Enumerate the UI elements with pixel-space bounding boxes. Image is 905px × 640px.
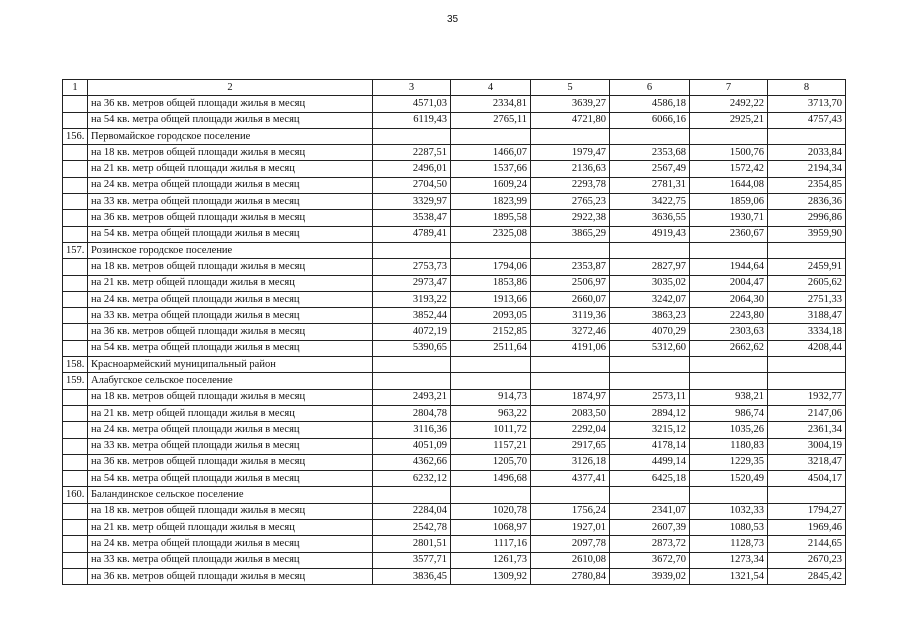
value-cell: 4586,18 bbox=[610, 96, 690, 112]
row-label-cell: на 24 кв. метра общей площади жилья в месяц bbox=[88, 422, 373, 438]
row-label-cell: на 18 кв. метров общей площади жилья в месяц bbox=[88, 145, 373, 161]
row-number-cell bbox=[63, 275, 88, 291]
value-cell: 2004,47 bbox=[690, 275, 768, 291]
table-row bbox=[63, 520, 846, 536]
value-cell: 2033,84 bbox=[768, 145, 846, 161]
row-number-cell: 156. bbox=[63, 128, 88, 144]
value-cell: 3035,02 bbox=[610, 275, 690, 291]
row-number-cell bbox=[63, 438, 88, 454]
value-cell: 2496,01 bbox=[373, 161, 451, 177]
value-cell: 4208,44 bbox=[768, 340, 846, 356]
value-cell bbox=[451, 373, 531, 389]
value-cell bbox=[373, 373, 451, 389]
value-cell: 1756,24 bbox=[531, 503, 610, 519]
value-cell: 1609,24 bbox=[451, 177, 531, 193]
value-cell: 3713,70 bbox=[768, 96, 846, 112]
value-cell: 2765,11 bbox=[451, 112, 531, 128]
table-body bbox=[63, 80, 846, 585]
row-number-cell bbox=[63, 422, 88, 438]
value-cell bbox=[373, 487, 451, 503]
value-cell: 2567,49 bbox=[610, 161, 690, 177]
section-title-cell: Красноармейский муниципальный район bbox=[88, 357, 373, 373]
value-cell: 1927,01 bbox=[531, 520, 610, 536]
value-cell bbox=[451, 128, 531, 144]
value-cell: 2873,72 bbox=[610, 536, 690, 552]
value-cell: 2341,07 bbox=[610, 503, 690, 519]
table-row bbox=[63, 471, 846, 487]
value-cell: 3004,19 bbox=[768, 438, 846, 454]
value-cell: 1011,72 bbox=[451, 422, 531, 438]
table-row bbox=[63, 226, 846, 242]
row-number-cell bbox=[63, 308, 88, 324]
row-number-cell bbox=[63, 454, 88, 470]
value-cell: 1273,34 bbox=[690, 552, 768, 568]
value-cell: 2765,23 bbox=[531, 194, 610, 210]
value-cell: 3126,18 bbox=[531, 454, 610, 470]
value-cell: 2243,80 bbox=[690, 308, 768, 324]
value-cell bbox=[768, 373, 846, 389]
value-cell bbox=[768, 487, 846, 503]
value-cell: 2662,62 bbox=[690, 340, 768, 356]
value-cell bbox=[768, 357, 846, 373]
row-label-cell: на 33 кв. метра общей площади жилья в месяц bbox=[88, 552, 373, 568]
row-number-cell bbox=[63, 226, 88, 242]
row-number-cell bbox=[63, 161, 88, 177]
row-label-cell: на 24 кв. метра общей площади жилья в месяц bbox=[88, 536, 373, 552]
row-label-cell: на 18 кв. метров общей площади жилья в месяц bbox=[88, 259, 373, 275]
section-row bbox=[63, 242, 846, 258]
value-cell: 4757,43 bbox=[768, 112, 846, 128]
value-cell bbox=[768, 128, 846, 144]
value-cell: 2704,50 bbox=[373, 177, 451, 193]
value-cell: 2334,81 bbox=[451, 96, 531, 112]
value-cell: 3116,36 bbox=[373, 422, 451, 438]
value-cell: 2801,51 bbox=[373, 536, 451, 552]
value-cell: 1794,27 bbox=[768, 503, 846, 519]
value-cell: 1205,70 bbox=[451, 454, 531, 470]
table-row bbox=[63, 568, 846, 584]
value-cell bbox=[531, 373, 610, 389]
value-cell: 2147,06 bbox=[768, 405, 846, 421]
table-row bbox=[63, 422, 846, 438]
value-cell bbox=[610, 373, 690, 389]
row-label-cell: на 24 кв. метра общей площади жилья в месяц bbox=[88, 291, 373, 307]
value-cell: 3672,70 bbox=[610, 552, 690, 568]
value-cell: 4377,41 bbox=[531, 471, 610, 487]
value-cell: 4191,06 bbox=[531, 340, 610, 356]
value-cell: 5312,60 bbox=[610, 340, 690, 356]
row-label-cell: на 21 кв. метр общей площади жилья в месяц bbox=[88, 161, 373, 177]
value-cell: 1794,06 bbox=[451, 259, 531, 275]
section-row bbox=[63, 128, 846, 144]
value-cell: 2360,67 bbox=[690, 226, 768, 242]
value-cell: 3939,02 bbox=[610, 568, 690, 584]
value-cell bbox=[610, 487, 690, 503]
value-cell: 3218,47 bbox=[768, 454, 846, 470]
value-cell: 2804,78 bbox=[373, 405, 451, 421]
row-number-cell bbox=[63, 405, 88, 421]
value-cell: 2293,78 bbox=[531, 177, 610, 193]
value-cell: 4571,03 bbox=[373, 96, 451, 112]
row-label-cell: на 24 кв. метра общей площади жилья в месяц bbox=[88, 177, 373, 193]
value-cell: 986,74 bbox=[690, 405, 768, 421]
value-cell bbox=[690, 487, 768, 503]
table-row bbox=[63, 291, 846, 307]
header-cell: 8 bbox=[768, 80, 846, 96]
value-cell: 2542,78 bbox=[373, 520, 451, 536]
value-cell bbox=[531, 128, 610, 144]
value-cell: 2152,85 bbox=[451, 324, 531, 340]
value-cell: 2610,08 bbox=[531, 552, 610, 568]
row-label-cell: на 21 кв. метр общей площади жилья в месяц bbox=[88, 405, 373, 421]
value-cell: 4499,14 bbox=[610, 454, 690, 470]
value-cell: 2751,33 bbox=[768, 291, 846, 307]
header-cell: 1 bbox=[63, 80, 88, 96]
table-row bbox=[63, 177, 846, 193]
section-title-cell: Алабугское сельское поселение bbox=[88, 373, 373, 389]
value-cell: 2922,38 bbox=[531, 210, 610, 226]
value-cell bbox=[610, 357, 690, 373]
value-cell: 4178,14 bbox=[610, 438, 690, 454]
row-label-cell: на 54 кв. метра общей площади жилья в месяц bbox=[88, 471, 373, 487]
header-cell: 6 bbox=[610, 80, 690, 96]
value-cell: 1944,64 bbox=[690, 259, 768, 275]
value-cell: 4504,17 bbox=[768, 471, 846, 487]
value-cell: 963,22 bbox=[451, 405, 531, 421]
table-row bbox=[63, 552, 846, 568]
value-cell: 1969,46 bbox=[768, 520, 846, 536]
value-cell bbox=[373, 357, 451, 373]
value-cell: 3959,90 bbox=[768, 226, 846, 242]
value-cell: 2670,23 bbox=[768, 552, 846, 568]
value-cell: 2361,34 bbox=[768, 422, 846, 438]
value-cell: 1020,78 bbox=[451, 503, 531, 519]
row-number-cell bbox=[63, 145, 88, 161]
table-row bbox=[63, 536, 846, 552]
value-cell bbox=[531, 357, 610, 373]
value-cell bbox=[373, 242, 451, 258]
value-cell: 1874,97 bbox=[531, 389, 610, 405]
value-cell: 1180,83 bbox=[690, 438, 768, 454]
value-cell: 1895,58 bbox=[451, 210, 531, 226]
row-number-cell bbox=[63, 389, 88, 405]
value-cell: 2506,97 bbox=[531, 275, 610, 291]
value-cell: 2925,21 bbox=[690, 112, 768, 128]
value-cell: 2827,97 bbox=[610, 259, 690, 275]
value-cell bbox=[373, 128, 451, 144]
value-cell: 4789,41 bbox=[373, 226, 451, 242]
row-number-cell bbox=[63, 503, 88, 519]
value-cell: 3636,55 bbox=[610, 210, 690, 226]
table-row bbox=[63, 454, 846, 470]
value-cell: 3188,47 bbox=[768, 308, 846, 324]
value-cell: 4919,43 bbox=[610, 226, 690, 242]
row-number-cell bbox=[63, 177, 88, 193]
table-row bbox=[63, 324, 846, 340]
value-cell bbox=[690, 357, 768, 373]
table-row bbox=[63, 503, 846, 519]
table-header-row bbox=[63, 80, 846, 96]
value-cell: 2083,50 bbox=[531, 405, 610, 421]
value-cell: 1117,16 bbox=[451, 536, 531, 552]
value-cell: 3538,47 bbox=[373, 210, 451, 226]
table-row bbox=[63, 145, 846, 161]
value-cell: 3119,36 bbox=[531, 308, 610, 324]
row-label-cell: на 54 кв. метра общей площади жилья в месяц bbox=[88, 340, 373, 356]
row-label-cell: на 36 кв. метров общей площади жилья в месяц bbox=[88, 324, 373, 340]
section-row bbox=[63, 357, 846, 373]
row-label-cell: на 54 кв. метра общей площади жилья в месяц bbox=[88, 112, 373, 128]
value-cell: 2194,34 bbox=[768, 161, 846, 177]
value-cell: 3639,27 bbox=[531, 96, 610, 112]
section-title-cell: Розинское городское поселение bbox=[88, 242, 373, 258]
row-number-cell bbox=[63, 324, 88, 340]
value-cell: 1859,06 bbox=[690, 194, 768, 210]
value-cell: 2354,85 bbox=[768, 177, 846, 193]
value-cell: 2303,63 bbox=[690, 324, 768, 340]
value-cell: 3272,46 bbox=[531, 324, 610, 340]
row-number-cell: 158. bbox=[63, 357, 88, 373]
row-label-cell: на 18 кв. метров общей площади жилья в месяц bbox=[88, 389, 373, 405]
value-cell: 2917,65 bbox=[531, 438, 610, 454]
value-cell: 1466,07 bbox=[451, 145, 531, 161]
value-cell: 1261,73 bbox=[451, 552, 531, 568]
value-cell: 2660,07 bbox=[531, 291, 610, 307]
row-number-cell bbox=[63, 552, 88, 568]
value-cell: 2284,04 bbox=[373, 503, 451, 519]
value-cell: 3852,44 bbox=[373, 308, 451, 324]
row-label-cell: на 54 кв. метра общей площади жилья в месяц bbox=[88, 226, 373, 242]
value-cell: 5390,65 bbox=[373, 340, 451, 356]
value-cell: 2093,05 bbox=[451, 308, 531, 324]
value-cell: 1128,73 bbox=[690, 536, 768, 552]
header-cell: 4 bbox=[451, 80, 531, 96]
row-label-cell: на 33 кв. метра общей площади жилья в месяц bbox=[88, 438, 373, 454]
value-cell bbox=[531, 242, 610, 258]
value-cell: 3193,22 bbox=[373, 291, 451, 307]
header-cell: 5 bbox=[531, 80, 610, 96]
value-cell: 3863,23 bbox=[610, 308, 690, 324]
value-cell: 4072,19 bbox=[373, 324, 451, 340]
row-number-cell bbox=[63, 194, 88, 210]
value-cell: 1309,92 bbox=[451, 568, 531, 584]
value-cell: 938,21 bbox=[690, 389, 768, 405]
row-number-cell bbox=[63, 259, 88, 275]
value-cell: 2973,47 bbox=[373, 275, 451, 291]
value-cell: 1229,35 bbox=[690, 454, 768, 470]
value-cell bbox=[768, 242, 846, 258]
row-label-cell: на 36 кв. метров общей площади жилья в месяц bbox=[88, 568, 373, 584]
data-table bbox=[62, 79, 846, 585]
value-cell: 6119,43 bbox=[373, 112, 451, 128]
value-cell: 2836,36 bbox=[768, 194, 846, 210]
value-cell: 6425,18 bbox=[610, 471, 690, 487]
row-label-cell: на 21 кв. метр общей площади жилья в месяц bbox=[88, 275, 373, 291]
value-cell: 1321,54 bbox=[690, 568, 768, 584]
value-cell bbox=[610, 128, 690, 144]
value-cell: 1823,99 bbox=[451, 194, 531, 210]
section-title-cell: Первомайское городское поселение bbox=[88, 128, 373, 144]
row-number-cell bbox=[63, 340, 88, 356]
section-row bbox=[63, 487, 846, 503]
value-cell: 2996,86 bbox=[768, 210, 846, 226]
value-cell: 2353,87 bbox=[531, 259, 610, 275]
row-label-cell: на 36 кв. метров общей площади жилья в месяц bbox=[88, 210, 373, 226]
value-cell: 2493,21 bbox=[373, 389, 451, 405]
value-cell: 1496,68 bbox=[451, 471, 531, 487]
value-cell: 3334,18 bbox=[768, 324, 846, 340]
value-cell: 2064,30 bbox=[690, 291, 768, 307]
row-label-cell: на 21 кв. метр общей площади жилья в месяц bbox=[88, 520, 373, 536]
table-row bbox=[63, 194, 846, 210]
row-number-cell: 160. bbox=[63, 487, 88, 503]
value-cell: 1080,53 bbox=[690, 520, 768, 536]
value-cell: 1068,97 bbox=[451, 520, 531, 536]
table-row bbox=[63, 96, 846, 112]
value-cell: 2781,31 bbox=[610, 177, 690, 193]
value-cell: 2605,62 bbox=[768, 275, 846, 291]
header-cell: 2 bbox=[88, 80, 373, 96]
value-cell: 2292,04 bbox=[531, 422, 610, 438]
table-row bbox=[63, 161, 846, 177]
row-label-cell: на 33 кв. метра общей площади жилья в месяц bbox=[88, 308, 373, 324]
row-label-cell: на 18 кв. метров общей площади жилья в месяц bbox=[88, 503, 373, 519]
value-cell: 1572,42 bbox=[690, 161, 768, 177]
value-cell: 4051,09 bbox=[373, 438, 451, 454]
header-cell: 3 bbox=[373, 80, 451, 96]
value-cell: 2780,84 bbox=[531, 568, 610, 584]
table-row bbox=[63, 275, 846, 291]
value-cell: 1644,08 bbox=[690, 177, 768, 193]
value-cell bbox=[610, 242, 690, 258]
value-cell: 2894,12 bbox=[610, 405, 690, 421]
value-cell: 2573,11 bbox=[610, 389, 690, 405]
value-cell: 2325,08 bbox=[451, 226, 531, 242]
value-cell: 2511,64 bbox=[451, 340, 531, 356]
value-cell bbox=[451, 487, 531, 503]
value-cell: 3836,45 bbox=[373, 568, 451, 584]
row-label-cell: на 36 кв. метров общей площади жилья в месяц bbox=[88, 96, 373, 112]
value-cell: 2097,78 bbox=[531, 536, 610, 552]
value-cell: 1035,26 bbox=[690, 422, 768, 438]
value-cell: 2136,63 bbox=[531, 161, 610, 177]
table-row bbox=[63, 308, 846, 324]
value-cell bbox=[531, 487, 610, 503]
value-cell: 3422,75 bbox=[610, 194, 690, 210]
value-cell: 2353,68 bbox=[610, 145, 690, 161]
table-row bbox=[63, 438, 846, 454]
table-row bbox=[63, 340, 846, 356]
row-number-cell: 159. bbox=[63, 373, 88, 389]
page-number: 35 bbox=[446, 14, 459, 25]
value-cell bbox=[451, 242, 531, 258]
table-row bbox=[63, 112, 846, 128]
value-cell: 2845,42 bbox=[768, 568, 846, 584]
value-cell: 1520,49 bbox=[690, 471, 768, 487]
row-label-cell: на 36 кв. метров общей площади жилья в месяц bbox=[88, 454, 373, 470]
value-cell: 2459,91 bbox=[768, 259, 846, 275]
row-label-cell: на 33 кв. метра общей площади жилья в месяц bbox=[88, 194, 373, 210]
value-cell: 2144,65 bbox=[768, 536, 846, 552]
header-cell: 7 bbox=[690, 80, 768, 96]
value-cell: 1500,76 bbox=[690, 145, 768, 161]
value-cell: 2287,51 bbox=[373, 145, 451, 161]
value-cell: 3329,97 bbox=[373, 194, 451, 210]
table-row bbox=[63, 210, 846, 226]
value-cell: 3865,29 bbox=[531, 226, 610, 242]
row-number-cell: 157. bbox=[63, 242, 88, 258]
section-row bbox=[63, 373, 846, 389]
value-cell: 3577,71 bbox=[373, 552, 451, 568]
value-cell: 4721,80 bbox=[531, 112, 610, 128]
value-cell: 914,73 bbox=[451, 389, 531, 405]
value-cell: 2607,39 bbox=[610, 520, 690, 536]
value-cell: 1032,33 bbox=[690, 503, 768, 519]
table-row bbox=[63, 405, 846, 421]
value-cell: 1157,21 bbox=[451, 438, 531, 454]
row-number-cell bbox=[63, 291, 88, 307]
value-cell: 3242,07 bbox=[610, 291, 690, 307]
table-row bbox=[63, 389, 846, 405]
value-cell: 1979,47 bbox=[531, 145, 610, 161]
row-number-cell bbox=[63, 210, 88, 226]
row-number-cell bbox=[63, 471, 88, 487]
row-number-cell bbox=[63, 112, 88, 128]
value-cell bbox=[690, 242, 768, 258]
value-cell: 1932,77 bbox=[768, 389, 846, 405]
row-number-cell bbox=[63, 536, 88, 552]
row-number-cell bbox=[63, 520, 88, 536]
section-title-cell: Баландинское сельское поселение bbox=[88, 487, 373, 503]
value-cell: 2492,22 bbox=[690, 96, 768, 112]
value-cell: 1930,71 bbox=[690, 210, 768, 226]
row-number-cell bbox=[63, 568, 88, 584]
table-row bbox=[63, 259, 846, 275]
value-cell: 6232,12 bbox=[373, 471, 451, 487]
value-cell bbox=[690, 373, 768, 389]
row-number-cell bbox=[63, 96, 88, 112]
value-cell: 4070,29 bbox=[610, 324, 690, 340]
value-cell bbox=[690, 128, 768, 144]
value-cell: 3215,12 bbox=[610, 422, 690, 438]
value-cell bbox=[451, 357, 531, 373]
value-cell: 6066,16 bbox=[610, 112, 690, 128]
value-cell: 1537,66 bbox=[451, 161, 531, 177]
value-cell: 2753,73 bbox=[373, 259, 451, 275]
value-cell: 4362,66 bbox=[373, 454, 451, 470]
value-cell: 1913,66 bbox=[451, 291, 531, 307]
value-cell: 1853,86 bbox=[451, 275, 531, 291]
